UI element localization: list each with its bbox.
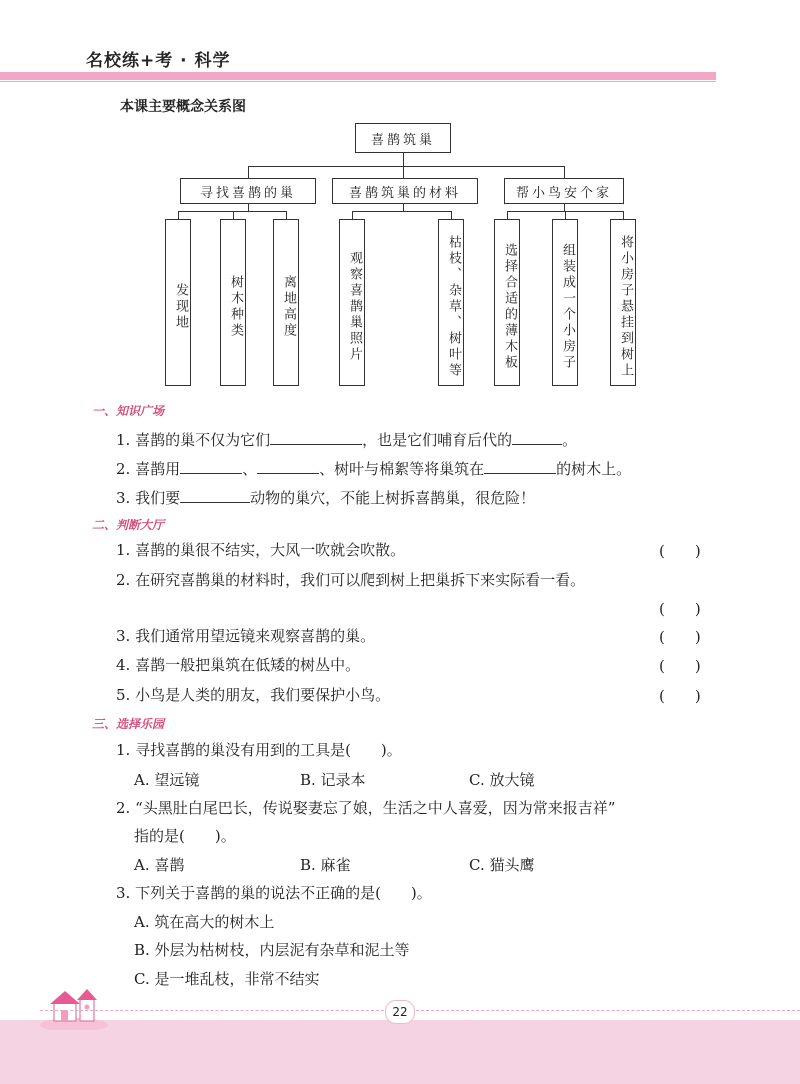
connector bbox=[403, 152, 404, 166]
concept-leaf: 选择合适的薄木板 bbox=[494, 219, 520, 386]
choice-question-1: 1. 寻找喜鹊的巢没有用到的工具是( )。 bbox=[116, 741, 402, 759]
concept-branch-3: 帮小鸟安个家 bbox=[504, 178, 624, 204]
choice-question-2: 2. “头黑肚白尾巴长，传说娶妻忘了娘，生活之中人喜爱，因为常来报吉祥” bbox=[116, 799, 616, 817]
fill-question-2 bbox=[116, 457, 631, 479]
choice-option[interactable]: B. 麻雀 bbox=[300, 856, 351, 874]
choice-option[interactable]: C. 猫头鹰 bbox=[469, 856, 535, 874]
judge-question: 3. 我们通常用望远镜来观察喜鹊的巢。 bbox=[116, 627, 376, 645]
answer-blank[interactable] bbox=[257, 457, 319, 474]
connector bbox=[403, 203, 404, 211]
question-text: 3. 我们要 bbox=[116, 489, 181, 507]
connector bbox=[248, 166, 564, 167]
choice-question-3: 3. 下列关于喜鹊的巢的说法不正确的是( )。 bbox=[116, 884, 432, 902]
concept-branch-1: 寻找喜鹊的巢 bbox=[180, 178, 316, 204]
concept-map-title: 本课主要概念关系图 bbox=[120, 99, 246, 115]
section-heading-2: 二、判断大厅 bbox=[92, 518, 165, 532]
connector bbox=[565, 211, 566, 219]
question-text: 、树叶与棉絮等将巢筑在 bbox=[319, 460, 485, 478]
concept-leaf: 组装成一个小房子 bbox=[552, 219, 578, 386]
choice-option[interactable]: A. 筑在高大的树木上 bbox=[134, 913, 275, 931]
choice-option[interactable]: A. 望远镜 bbox=[134, 771, 200, 789]
question-text: 2. 喜鹊用 bbox=[116, 460, 181, 478]
answer-parentheses[interactable]: ( ) bbox=[659, 687, 701, 705]
judge-question: 1. 喜鹊的巢很不结实，大风一吹就会吹散。 bbox=[116, 541, 406, 559]
answer-parentheses[interactable]: ( ) bbox=[659, 628, 701, 646]
concept-leaf: 发现地 bbox=[165, 219, 191, 386]
connector bbox=[352, 211, 353, 219]
choice-option[interactable]: B. 记录本 bbox=[300, 771, 366, 789]
connector bbox=[564, 203, 565, 211]
connector bbox=[564, 166, 565, 178]
fill-question-1 bbox=[116, 428, 577, 450]
answer-parentheses[interactable]: ( ) bbox=[659, 542, 701, 560]
header-band bbox=[0, 72, 716, 80]
answer-blank[interactable] bbox=[484, 457, 556, 474]
concept-leaf: 将小房子悬挂到树上 bbox=[610, 219, 636, 386]
concept-branch-2: 喜鹊筑巢的材料 bbox=[332, 178, 478, 204]
judge-question: 5. 小鸟是人类的朋友，我们要保护小鸟。 bbox=[116, 686, 391, 704]
connector bbox=[248, 203, 249, 211]
section-heading-1: 一、知识广场 bbox=[92, 404, 165, 418]
section-heading-3: 三、选择乐园 bbox=[92, 717, 165, 731]
choice-option[interactable]: B. 外层为枯树枝，内层泥有杂草和泥土等 bbox=[134, 941, 410, 959]
footer-band bbox=[0, 1020, 800, 1084]
connector bbox=[233, 211, 234, 219]
connector bbox=[352, 211, 451, 212]
fill-question-3 bbox=[116, 486, 535, 508]
concept-leaf: 观察喜鹊巢照片 bbox=[339, 219, 365, 386]
footer-dashed-rule bbox=[40, 1010, 800, 1012]
question-text: 的树木上。 bbox=[556, 460, 632, 478]
question-text: 1. 喜鹊的巢不仅为它们 bbox=[116, 431, 271, 449]
choice-question-2-cont: 指的是( )。 bbox=[134, 827, 236, 845]
choice-option[interactable]: A. 喜鹊 bbox=[134, 856, 185, 874]
connector bbox=[623, 211, 624, 219]
answer-blank[interactable] bbox=[512, 428, 562, 445]
header-line bbox=[0, 81, 716, 82]
question-text: ，也是它们哺育后代的 bbox=[362, 431, 513, 449]
question-text: 、 bbox=[242, 460, 258, 478]
connector bbox=[178, 211, 179, 219]
choice-option[interactable]: C. 是一堆乱枝，非常不结实 bbox=[134, 970, 320, 988]
choice-option[interactable]: C. 放大镜 bbox=[469, 771, 535, 789]
concept-root: 喜鹊筑巢 bbox=[355, 123, 451, 153]
connector bbox=[451, 211, 452, 219]
question-text: 。 bbox=[562, 431, 578, 449]
concept-leaf: 枯枝、杂草、树叶等 bbox=[438, 219, 464, 386]
judge-question: 2. 在研究喜鹊巢的材料时，我们可以爬到树上把巢拆下来实际看一看。 bbox=[116, 571, 586, 589]
answer-blank[interactable] bbox=[270, 428, 362, 445]
answer-blank[interactable] bbox=[180, 457, 242, 474]
connector bbox=[178, 211, 286, 212]
answer-blank[interactable] bbox=[180, 486, 250, 503]
answer-parentheses[interactable]: ( ) bbox=[659, 600, 701, 618]
connector bbox=[248, 166, 249, 178]
concept-leaf: 离地高度 bbox=[273, 219, 299, 386]
page-number: 22 bbox=[385, 1000, 415, 1024]
connector bbox=[286, 211, 287, 219]
house-icon bbox=[40, 985, 110, 1030]
page-header-title: 名校练+考 · 科学 bbox=[86, 51, 231, 71]
concept-leaf: 树木种类 bbox=[220, 219, 246, 386]
judge-question: 4. 喜鹊一般把巢筑在低矮的树丛中。 bbox=[116, 656, 361, 674]
connector bbox=[507, 211, 508, 219]
question-text: 动物的巢穴，不能上树拆喜鹊巢，很危险！ bbox=[250, 489, 536, 507]
answer-parentheses[interactable]: ( ) bbox=[659, 657, 701, 675]
connector bbox=[403, 166, 404, 178]
